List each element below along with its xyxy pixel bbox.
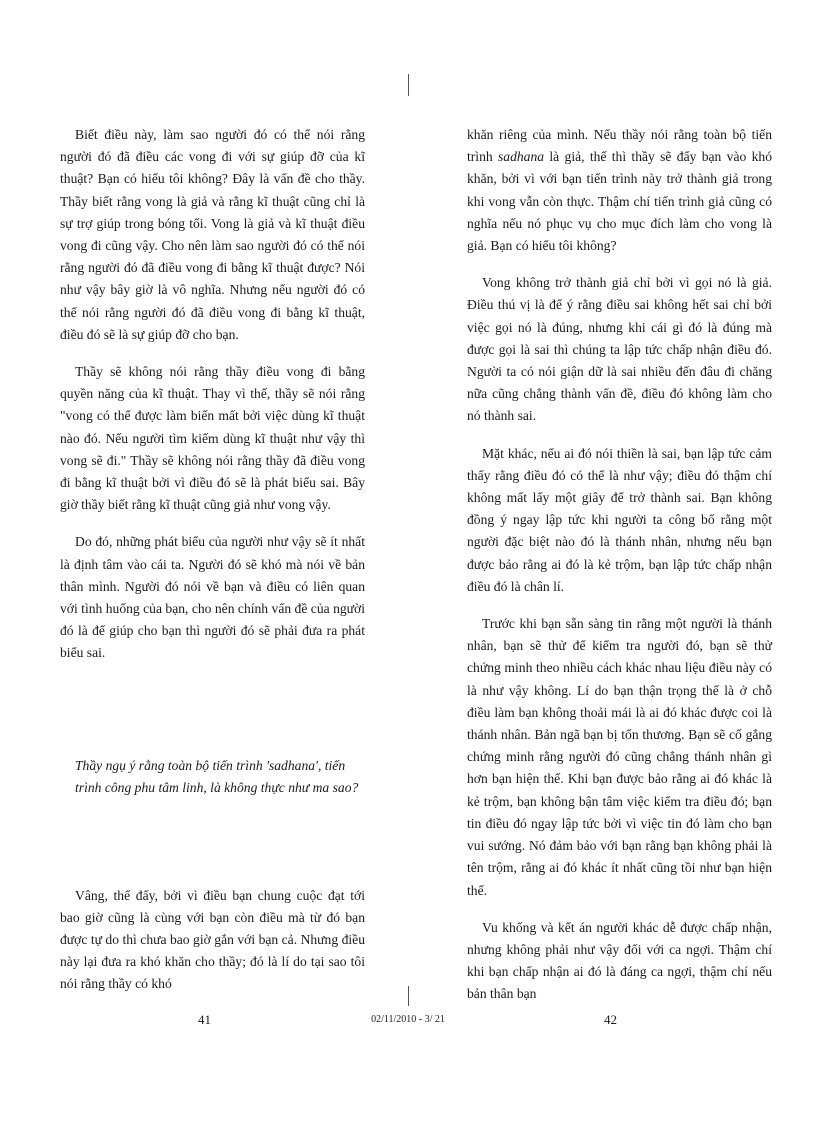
paragraph-continued — [467, 124, 772, 257]
left-page-column — [60, 124, 365, 996]
fold-line-top — [408, 74, 409, 96]
answer-text: Vâng, thế đấy, bởi vì điều bạn chung cuộc đạt tới bao giờ cũng là cùng với bạn còn điều mà từ đó bạn được tự do thì chưa bao giờ gắn với bạn cả. Nhưng điều này lại đưa ra khó khăn cho thầy; đó là lí do tại sao tôi nói rằng thầy có khó — [60, 887, 365, 992]
paragraph-text: khăn riêng của mình. Nếu thầy nói rằng toàn bộ tiến trình — [467, 127, 772, 165]
right-page-column — [467, 124, 772, 1006]
page-number-left: 41 — [198, 1012, 211, 1027]
paragraph: Thầy sẽ không nói rằng thầy điều vong đi bằng quyền năng của kĩ thuật. Thay vì thế, thầy sẽ nói rằng "vong có thể được làm biến mất bởi việc dùng kĩ thuật nào đó. Nếu người tìm kiếm dùng kĩ thuật như vậy thì vong sẽ đi." Thầy sẽ không nói rằng thầy đã điều vong đi bằng kĩ thuật bởi vì điều đó sẽ là phát biểu sai. Bây giờ thầy biết rằng kĩ thuật cũng giả như vong vậy. — [60, 364, 365, 513]
paragraph: Mặt khác, nếu ai đó nói thiền là sai, bạn lập tức cảm thấy rằng điều đó có thể là như vậy; điều đó thậm chí không mất lấy một giây để trở thành sai. Bạn không đồng ý ngay lập tức khi người ta công bố rằng một người đặc biệt nào đó là thánh nhân, nhưng nếu bạn được bảo rằng ai đó là kẻ trộm, bạn lập tức chấp nhận điều đó là chân lí. — [467, 445, 772, 594]
page-number-right: 42 — [604, 1012, 617, 1027]
paragraph-text: là giả, thế thì thầy sẽ đẩy bạn vào khó khăn, bởi vì với bạn tiến trình này trở thành giả trong khi vong vẫn còn thực. Thậm chí tiến trình giả cũng có nghĩa nếu nó phục vụ cho mục đích làm cho vong là giả. Bạn có hiểu tôi không? — [467, 149, 772, 254]
paragraph: Do đó, những phát biểu của người như vậy sẽ ít nhất là định tâm vào cái ta. Người đó sẽ khó mà nói về bản thân mình. Người đó nói về bạn và điều có liên quan với tình huống của bạn, cho nên chính vấn đề của người đó là để giúp cho bạn thì người đó sẽ phải đưa ra phát biểu sai. — [60, 534, 365, 661]
fold-line-bottom — [408, 986, 409, 1006]
emphasis-term: sadhana — [498, 149, 545, 165]
question-text: Thầy ngụ ý rằng toàn bộ tiến trình 'sadhana', tiến trình công phu tâm linh, là không thực như ma sao? — [75, 757, 359, 795]
paragraph: Vu khống và kết án người khác dễ được chấp nhận, nhưng không phải như vậy đối với ca ngợi. Thậm chí khi bạn chấp nhận ai đó là đáng ca ngợi, thậm chí nếu bản thân bạn — [467, 919, 772, 1002]
paragraph: Trước khi bạn sẵn sàng tin rằng một người là thánh nhân, bạn sẽ thử để kiểm tra người đó, bạn sẽ thử chứng minh theo nhiều cách khác nhau liệu điều này có là như vậy không. Lí do bạn thận trọng thế là ở chỗ điều làm bạn không thoải mái là ai đó khác được coi là thánh nhân. Bản ngã bạn bị tổn thương. Bạn sẽ cố gắng chứng minh rằng người đó cũng chẳng thánh nhân gì hơn bạn hiện thế. Khi bạn được bảo rằng ai đó khác là kẻ trộm, bạn không bận tâm việc kiểm tra điều đó; bạn tin điều đó ngay lập tức bởi vì việc tin đó làm cho bạn vui sướng. Nó đảm bảo với bạn rằng bạn không phải là tên trộm, rằng ai đó khác ít nhất cũng tồi như bạn hiện thế. — [467, 616, 772, 898]
paragraph: Biết điều này, làm sao người đó có thể nói rằng người đó đã điều các vong đi với sự giúp đỡ của kĩ thuật? Bạn có hiểu tôi không? Đây là vấn đề cho thầy. Thầy biết rằng vong là giả và rằng kĩ thuật cũng chỉ là sự trợ giúp trong bóng tối. Vong là giả và kĩ thuật điều vong đi cũng vậy. Cho nên làm sao người đó có thể nói rằng người đó đã điều vong đi bằng kĩ thuật được? Nói như vậy bây giờ là vô nghĩa. Nhưng nếu người đó có thể nói rằng người đó đã điều vong đi bằng kĩ thuật, điều đó sẽ là sự giúp đỡ cho bạn. — [60, 127, 365, 342]
footer-date: 02/11/2010 - 3/ 21 — [371, 1014, 445, 1025]
paragraph: Vong không trở thành giả chỉ bởi vì gọi nó là giả. Điều thú vị là để ý rằng điều sai không hết sai chỉ bởi việc gọi nó là đúng, nhưng khi cái gì đó là đúng mà được gọi là sai thì chúng ta lập tức chấp nhận điều đó. Người ta có nói giận dữ là sai nhiều đến đâu đi chăng nữa cũng chẳng thành vấn đề, điều đó không làm cho nó thành sai. — [467, 275, 772, 424]
